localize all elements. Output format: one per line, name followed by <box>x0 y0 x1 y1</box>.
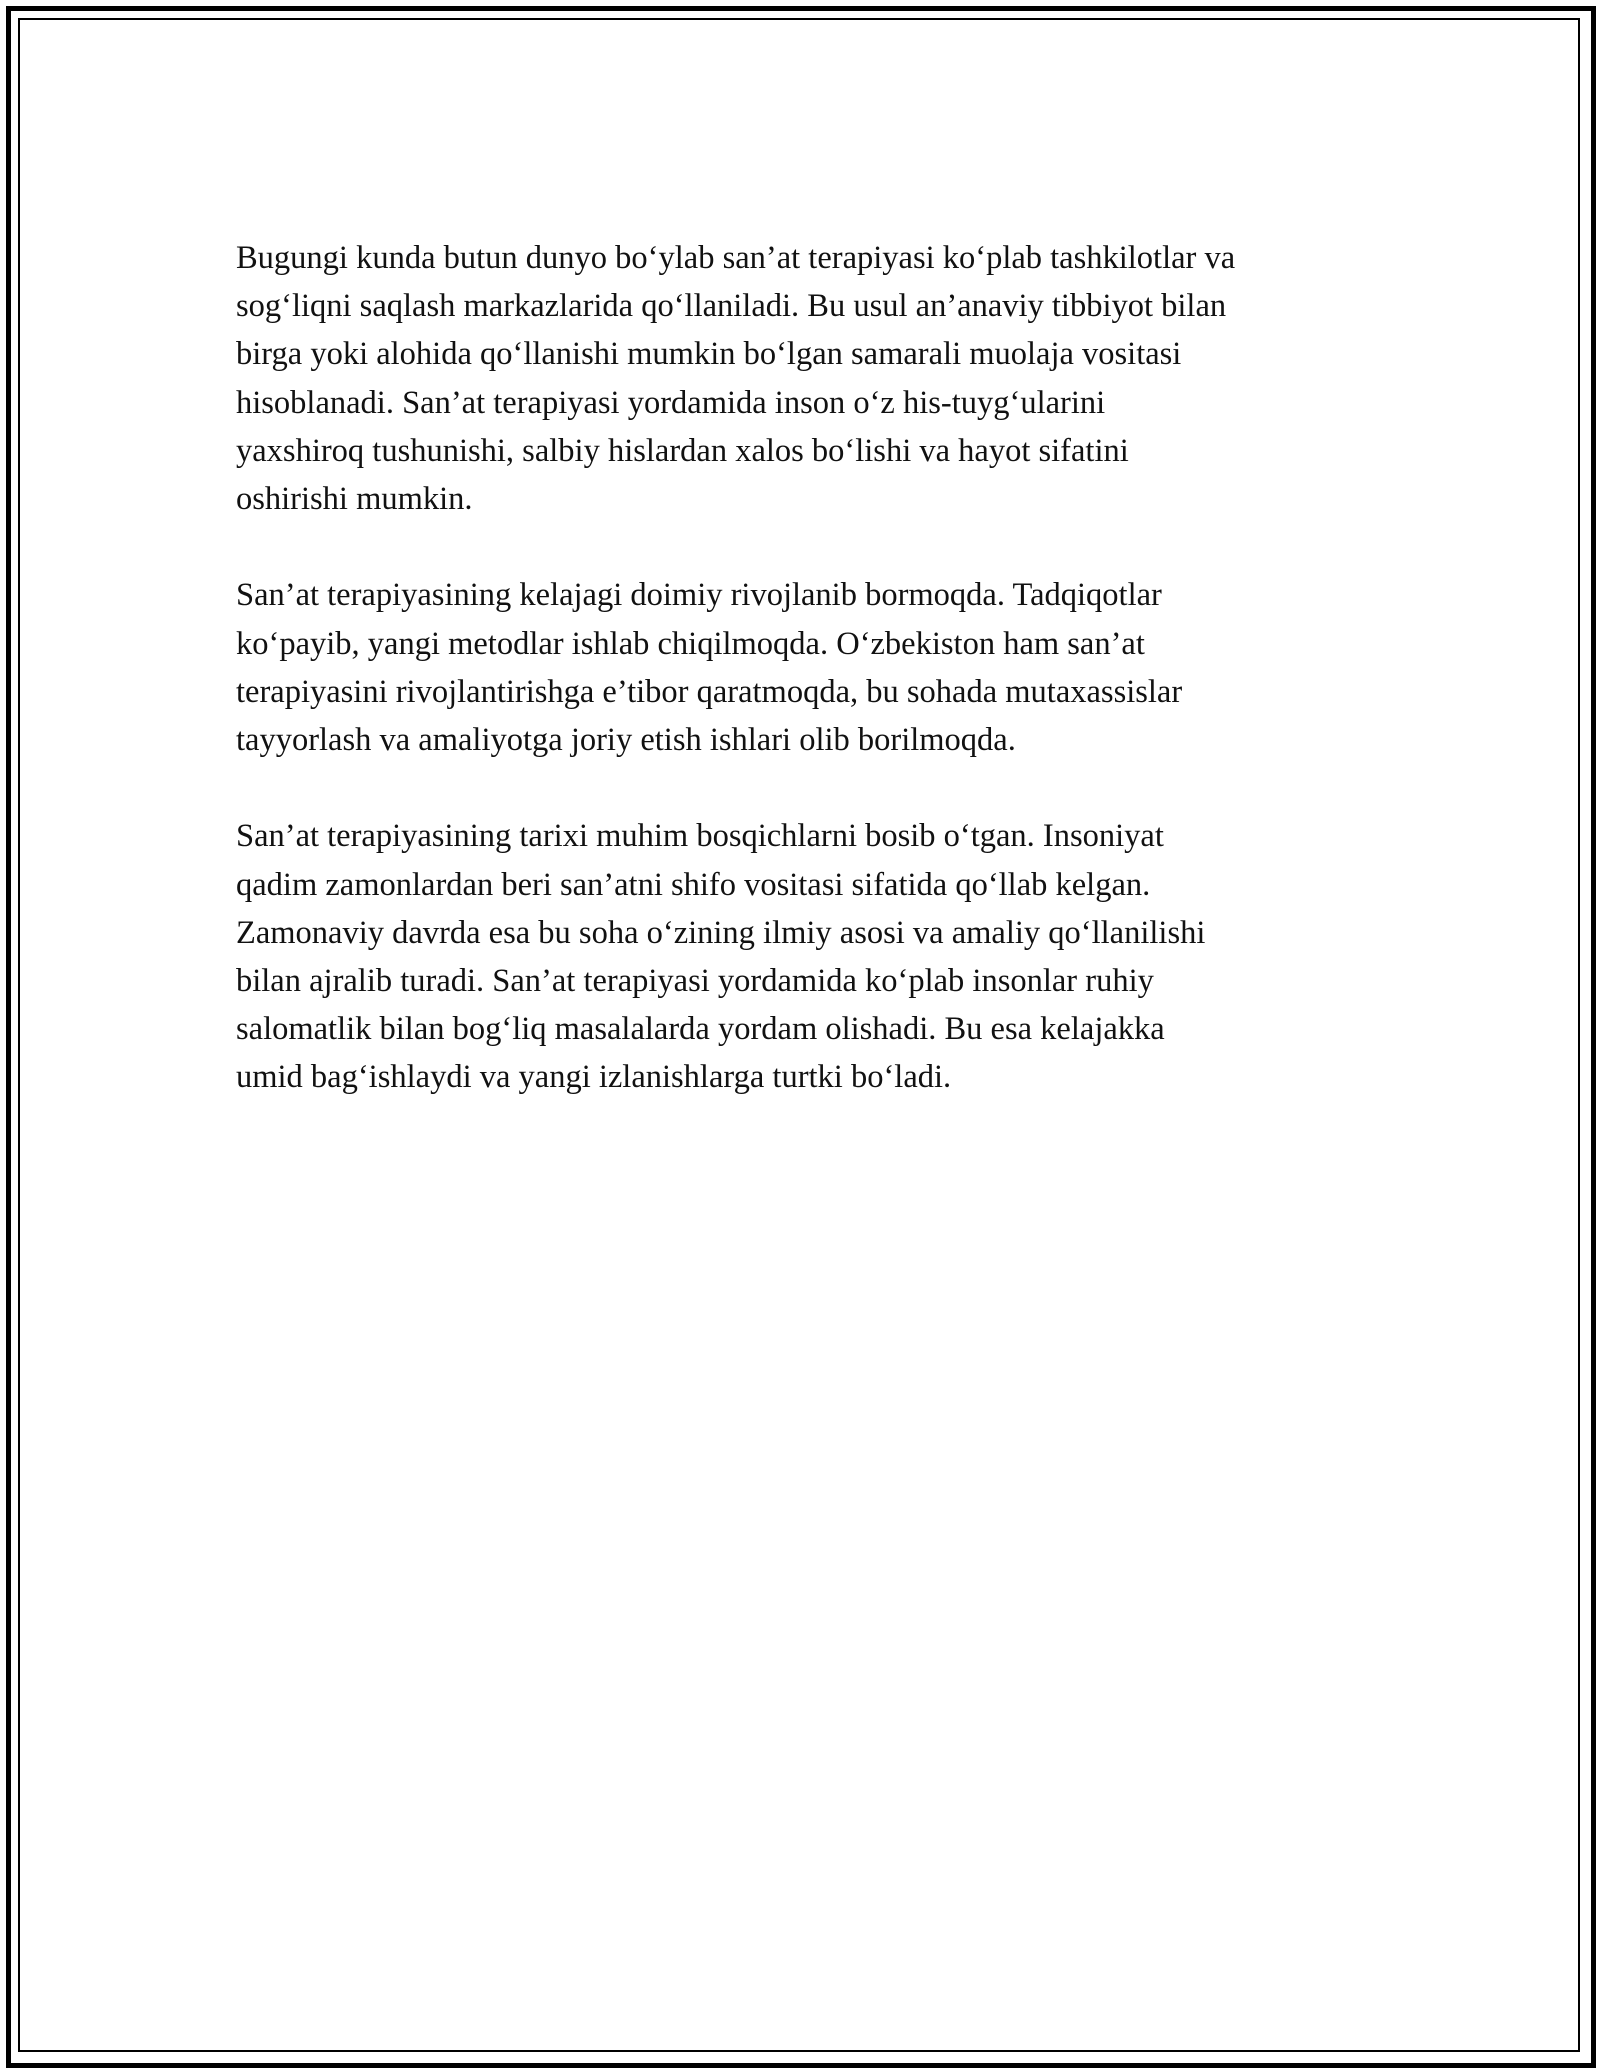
text-line: hisoblanadi. San’at terapiyasi yordamida inson o‘z his-tuyg‘ularini <box>236 384 1106 421</box>
paragraph-1 <box>236 234 1376 523</box>
text-line: San’at terapiyasining kelajagi doimiy rivojlanib bormoqda. Tadqiqotlar <box>236 577 1162 614</box>
text-line: sog‘liqni saqlash markazlarida qo‘llaniladi. Bu usul an’anaviy tibbiyot bilan <box>236 288 1227 325</box>
text-line: Bugungi kunda butun dunyo bo‘ylab san’at terapiyasi ko‘plab tashkilotlar va <box>236 240 1236 276</box>
paragraph-2 <box>236 571 1376 764</box>
text-line: birga yoki alohida qo‘llanishi mumkin bo‘lgan samarali muolaja vositasi <box>236 336 1182 373</box>
text-line: San’at terapiyasining tarixi muhim bosqichlarni bosib o‘tgan. Insoniyat <box>236 818 1164 855</box>
text-line: yaxshiroq tushunishi, salbiy hislardan xalos bo‘lishi va hayot sifatini <box>236 432 1129 469</box>
document-body <box>236 234 1376 1150</box>
text-line: salomatlik bilan bog‘liq masalalarda yordam olishadi. Bu esa kelajakka <box>236 1011 1165 1048</box>
text-line: terapiyasini rivojlantirishga e’tibor qaratmoqda, bu sohada mutaxassislar <box>236 673 1183 710</box>
text-line: umid bag‘ishlaydi va yangi izlanishlarga turtki bo‘ladi. <box>236 1059 952 1096</box>
text-line: Zamonaviy davrda esa bu soha o‘zining ilmiy asosi va amaliy qo‘llanilishi <box>236 914 1206 951</box>
text-line: bilan ajralib turadi. San’at terapiyasi yordamida ko‘plab insonlar ruhiy <box>236 963 1154 1000</box>
text-line: oshirishi mumkin. <box>236 481 473 518</box>
text-line: tayyorlash va amaliyotga joriy etish ishlari olib borilmoqda. <box>236 722 1016 759</box>
paragraph-3 <box>236 812 1376 1101</box>
text-line: ko‘payib, yangi metodlar ishlab chiqilmoqda. O‘zbekiston ham san’at <box>236 625 1145 662</box>
text-line: qadim zamonlardan beri san’atni shifo vositasi sifatida qo‘llab kelgan. <box>236 866 1151 903</box>
